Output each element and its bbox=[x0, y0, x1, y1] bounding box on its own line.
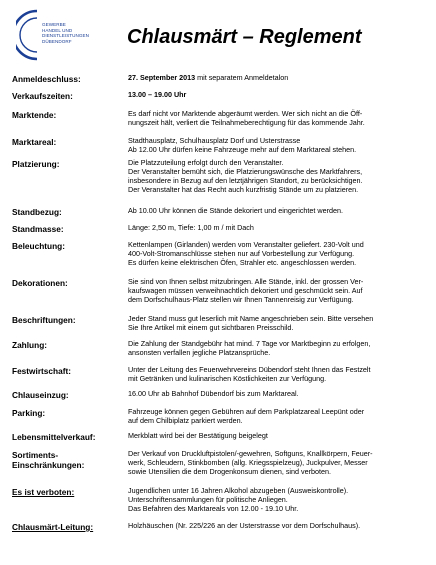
row-value bbox=[128, 408, 424, 426]
row-value-line: Der Verkauf von Druckluftpistolen/-gewehren, Softguns, Knallkörpern, Feuer- bbox=[128, 449, 373, 458]
row-value-line: sowie Utensilien die dem Drogenkonsum dienen, sind verboten. bbox=[128, 466, 331, 476]
row-value bbox=[128, 315, 424, 333]
row-label: Parking: bbox=[12, 408, 46, 418]
logo-line: HANDEL UND bbox=[42, 27, 73, 33]
row-value bbox=[128, 91, 424, 100]
row-value bbox=[128, 159, 424, 195]
row-value-line: Sie sind von Ihnen selbst mitzubringen. Alle Stände, inkl. der grossen Ver- bbox=[128, 277, 364, 286]
row-label: Es ist verboten: bbox=[12, 487, 75, 497]
row-value-line: Ab 10.00 Uhr können die Stände dekoriert und eingerichtet werden. bbox=[128, 206, 343, 215]
row-value bbox=[128, 522, 424, 531]
row-value-line: Holzhäuschen (Nr. 225/226 an der Usterstrasse vor dem Dorfschulhaus). bbox=[128, 521, 361, 530]
row-label: Dekorationen: bbox=[12, 278, 68, 288]
row-value-line: Unterschriftensammlungen für politische Anliegen. bbox=[128, 494, 288, 504]
row-value-line: Es dürfen keine elektrischen Öfen, Strahler etc. angeschlossen werden. bbox=[128, 257, 357, 267]
row-value bbox=[128, 241, 424, 268]
row-label: Marktende: bbox=[12, 110, 57, 120]
row-value-line: 27. September 2013 mit separatem Anmeldetalon bbox=[128, 73, 289, 82]
row-value-line: auf dem Chilbiplatz parkiert werden. bbox=[128, 415, 243, 425]
row-label: Platzierung: bbox=[12, 159, 60, 169]
row-value-line: Stadthausplatz, Schulhausplatz Dorf und Usterstrasse bbox=[128, 136, 301, 145]
row-value-line: Die Zahlung der Standgebühr hat mind. 7 Tage vor Marktbeginn zu erfolgen, bbox=[128, 339, 371, 348]
row-value bbox=[128, 278, 424, 305]
row-value-line: Länge: 2,50 m, Tiefe: 1,00 m / mit Dach bbox=[128, 223, 254, 232]
row-value bbox=[128, 487, 424, 514]
row-label: Verkaufszeiten: bbox=[12, 91, 73, 101]
row-label: Beleuchtung: bbox=[12, 241, 66, 251]
row-value-line: Sie Ihre Artikel mit einem gut sichtbaren Preisschild. bbox=[128, 322, 294, 332]
row-value-line: Der Veranstalter bemüht sich, die Platzierungswünsche des Marktfahrers, bbox=[128, 166, 363, 176]
row-value-line: kaufswagen müssen verweihnachtlich dekoriert und geschmückt sein. Auf bbox=[128, 285, 363, 295]
logo-line: DÜBENDORF bbox=[42, 38, 72, 44]
row-value bbox=[128, 207, 424, 216]
row-label: Chlauseinzug: bbox=[12, 390, 69, 400]
row-value bbox=[128, 224, 424, 233]
row-value-line: dem Dorfschulhaus-Platz stellen wir Ihnen Tannenreisig zur Verfügung. bbox=[128, 294, 354, 304]
row-value-line: Der Veranstalter hat das Recht auch kurzfristig Stände um zu platzieren. bbox=[128, 184, 359, 194]
row-value-line: 13.00 – 19.00 Uhr bbox=[128, 90, 187, 99]
row-value bbox=[128, 137, 424, 155]
row-value-line: Die Platzzuteilung erfolgt durch den Veranstalter. bbox=[128, 158, 284, 167]
row-value-line: Jeder Stand muss gut leserlich mit Name angeschrieben sein. Bitte versehen bbox=[128, 314, 374, 323]
row-value bbox=[128, 450, 424, 477]
row-label: Anmeldeschluss: bbox=[12, 74, 81, 84]
row-value-line: Merkblatt wird bei der Bestätigung beigelegt bbox=[128, 431, 268, 440]
row-value-line: Unter der Leitung des Feuerwehrvereins Dübendorf steht Ihnen das Festzelt bbox=[128, 365, 371, 374]
row-label: Zahlung: bbox=[12, 340, 48, 350]
page-title: Chlausmärt – Reglement bbox=[127, 26, 362, 48]
row-value bbox=[128, 432, 424, 441]
row-label: Sortiments- Einschränkungen: bbox=[12, 450, 85, 470]
row-value-line: Jugendlichen unter 16 Jahren Alkohol abzugeben (Ausweiskontrolle). bbox=[128, 486, 349, 495]
row-value bbox=[128, 110, 424, 128]
row-value bbox=[128, 390, 424, 399]
row-value bbox=[128, 366, 424, 384]
row-value-line: ansonsten verfallen jegliche Platzansprüche. bbox=[128, 347, 271, 357]
row-value-line: Kettenlampen (Girlanden) werden vom Veranstalter geliefert. 230-Volt und bbox=[128, 240, 364, 249]
row-label: Lebensmittelverkauf: bbox=[12, 432, 96, 442]
row-value-line: Fahrzeuge können gegen Gebühren auf dem Parkplatzareal Leepünt oder bbox=[128, 407, 365, 416]
row-value-line: mit Getränken und kulinarischen Köstlichkeiten zur Verfügung. bbox=[128, 373, 327, 383]
row-value bbox=[128, 340, 424, 358]
row-label: Standbezug: bbox=[12, 207, 62, 217]
logo-line: GEWERBE bbox=[42, 22, 66, 27]
row-value-line: 400-Volt-Stromanschlüsse stehen nur auf Vorbestellung zur Verfügung. bbox=[128, 248, 355, 258]
row-value-line: Es darf nicht vor Marktende abgeräumt werden. Wer sich nicht an die Öff- bbox=[128, 109, 363, 118]
row-value-line: Ab 12.00 Uhr dürfen keine Fahrzeuge mehr auf dem Marktareal stehen. bbox=[128, 144, 357, 154]
row-value-line: insbesondere in Bezug auf den letztjährigen Standort, zu berücksichtigen. bbox=[128, 175, 363, 185]
row-label: Marktareal: bbox=[12, 137, 57, 147]
row-label: Standmasse: bbox=[12, 224, 64, 234]
row-value-line: Das Befahren des Marktareals von 12.00 - 19.10 Uhr. bbox=[128, 503, 299, 513]
row-value-line: nungszeit hält, verliert die Teilnahmeberechtigung für das kommende Jahr. bbox=[128, 117, 365, 127]
row-value-line: werk, Schleudern, Stinkbomben (allg. Kriegsspielzeug), Juckpulver, Messer bbox=[128, 457, 368, 467]
row-value bbox=[128, 74, 424, 83]
logo-line: DIENSTLEISTUNGEN bbox=[42, 33, 89, 39]
row-label: Beschriftungen: bbox=[12, 315, 76, 325]
row-label: Chlausmärt-Leitung: bbox=[12, 522, 94, 532]
row-value-line: 16.00 Uhr ab Bahnhof Dübendorf bis zum Marktareal. bbox=[128, 389, 299, 398]
row-label: Festwirtschaft: bbox=[12, 366, 72, 376]
